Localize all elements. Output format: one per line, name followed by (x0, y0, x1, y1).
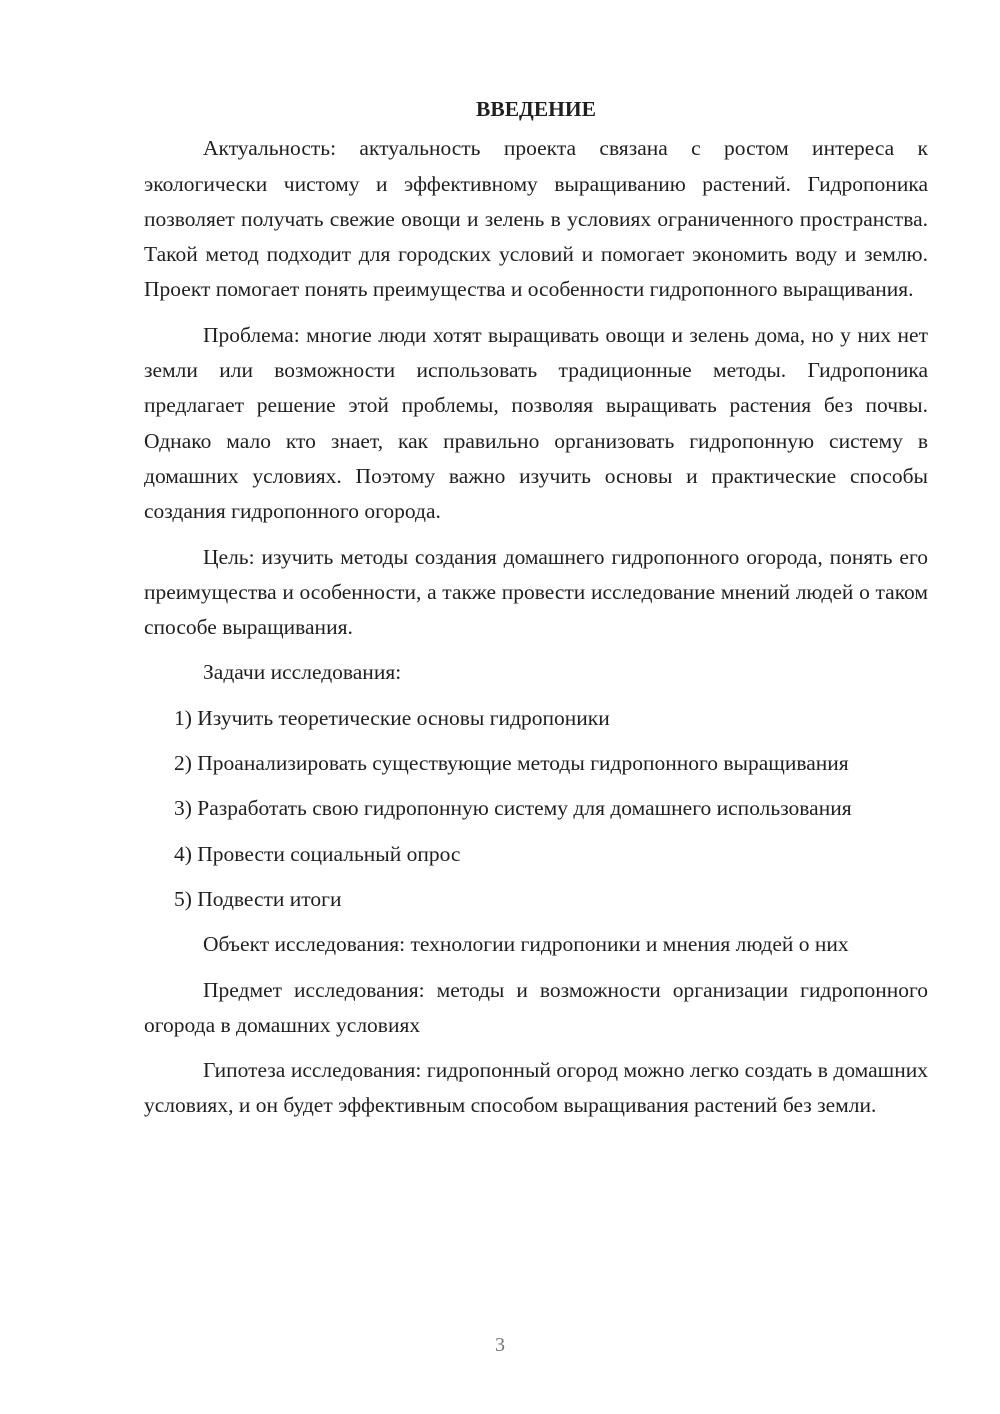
research-subject-paragraph: Предмет исследования: методы и возможности организации гидропонного огорода в домашних условиях (144, 977, 928, 1037)
problem-paragraph: Проблема: многие люди хотят выращивать овощи и зелень дома, но у них нет земли или возможности использовать традиционные методы. Гидропоника предлагает решение этой проблемы, позволяя выращивать растения без почвы. Однако мало кто знает, как правильно организовать гидропонную систему в домашних условиях. Поэтому важно изучить основы и практические способы создания гидропонного огорода. (144, 322, 928, 524)
task-item-3: 3) Разработать свою гидропонную систему для домашнего использования (174, 796, 852, 821)
task-item-5: 5) Подвести итоги (174, 886, 342, 911)
relevance-paragraph: Актуальность: актуальность проекта связана с ростом интереса к экологически чистому и эффективному выращиванию растений. Гидропоника позволяет получать свежие овощи и зелень в условиях ограниченного пространства. Такой метод подходит для городских условий и помогает экономить воду и землю. Проект помогает понять преимущества и особенности гидропонного выращивания. (144, 136, 928, 302)
tasks-heading: Задачи исследования: (203, 660, 402, 685)
page-number: 3 (495, 1334, 505, 1356)
research-object-paragraph: Объект исследования: технологии гидропоники и мнения людей о них (203, 932, 849, 957)
task-item-1: 1) Изучить теоретические основы гидропоники (174, 705, 610, 730)
hypothesis-paragraph: Гипотеза исследования: гидропонный огород можно легко создать в домашних условиях, и он будет эффективным способом выращивания растений без земли. (144, 1058, 928, 1118)
goal-paragraph: Цель: изучить методы создания домашнего гидропонного огорода, понять его преимущества и особенности, а также провести исследование мнений людей о таком способе выращивания. (144, 544, 928, 640)
task-item-4: 4) Провести социальный опрос (174, 841, 461, 866)
page-content (144, 92, 928, 1134)
section-title: ВВЕДЕНИЕ (476, 97, 596, 121)
task-item-2: 2) Проанализировать существующие методы гидропонного выращивания (174, 751, 849, 776)
